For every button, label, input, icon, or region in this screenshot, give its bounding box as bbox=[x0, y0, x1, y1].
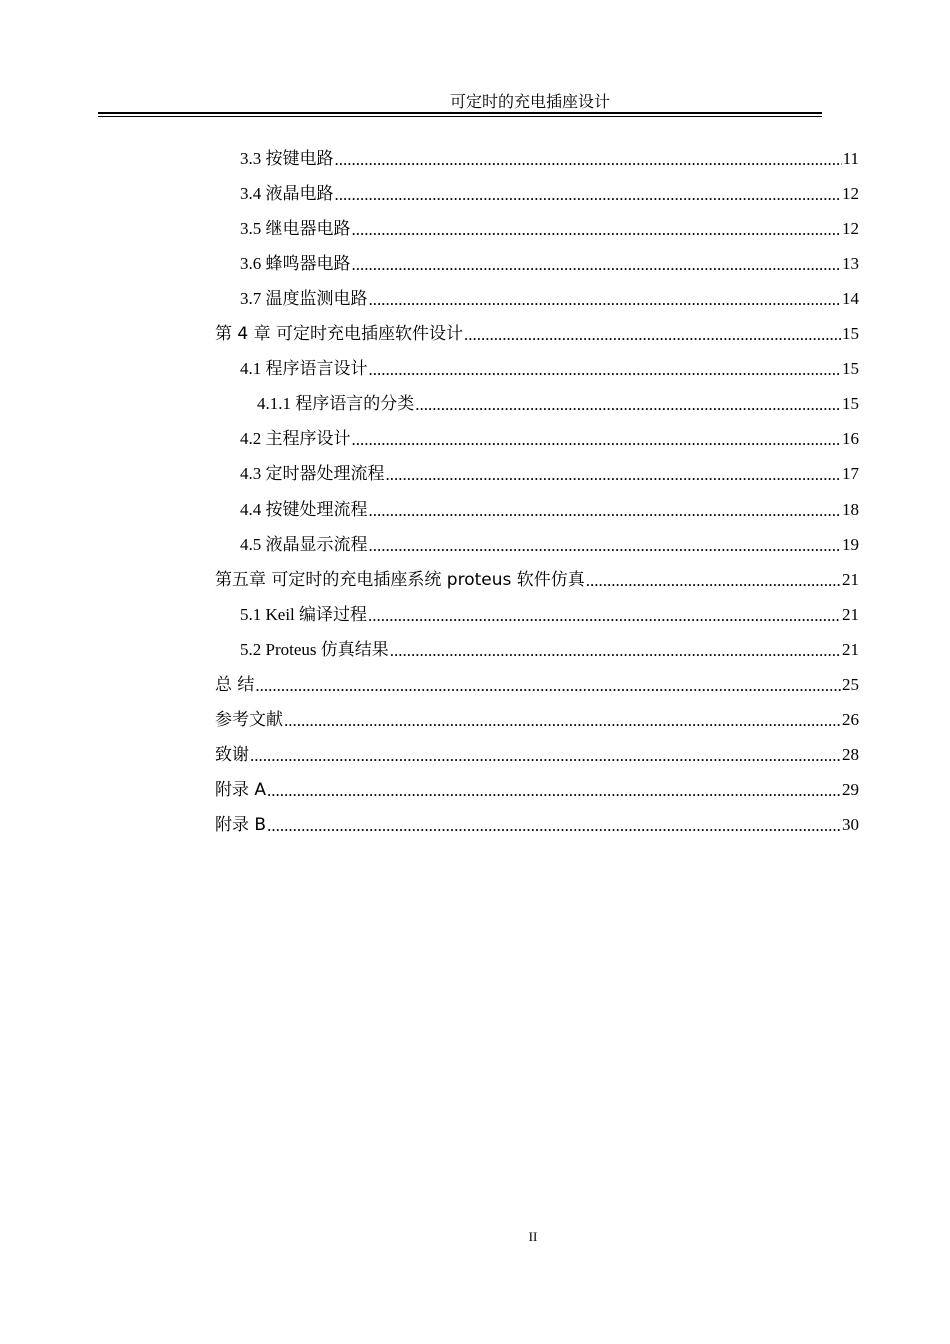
toc-entry[interactable] bbox=[240, 176, 859, 211]
toc-entry-page: 16 bbox=[842, 429, 859, 449]
toc-entry[interactable] bbox=[215, 703, 859, 738]
toc-entry-page: 21 bbox=[842, 639, 859, 659]
toc-dot-leader bbox=[352, 254, 842, 276]
toc-dot-leader bbox=[352, 429, 842, 451]
toc-dot-leader bbox=[369, 535, 842, 557]
toc-entry-page: 12 bbox=[842, 183, 859, 203]
toc-dot-leader bbox=[267, 780, 841, 802]
toc-entry-page: 21 bbox=[842, 569, 859, 589]
toc-entry[interactable] bbox=[240, 632, 859, 667]
toc-dot-leader bbox=[369, 289, 842, 311]
toc-dot-leader bbox=[390, 640, 841, 662]
toc-entry-label: 4.4 按键处理流程 bbox=[240, 499, 368, 519]
toc-entry-page: 17 bbox=[842, 464, 859, 484]
toc-entry-label: 4.2 主程序设计 bbox=[240, 429, 351, 449]
toc-entry-label: 第五章 可定时的充电插座系统 proteus 软件仿真 bbox=[215, 569, 585, 590]
toc-dot-leader bbox=[284, 710, 841, 732]
toc-entry[interactable] bbox=[215, 808, 859, 843]
toc-entry[interactable] bbox=[215, 562, 859, 597]
toc-dot-leader bbox=[386, 464, 842, 486]
toc-entry-label: 附录 B bbox=[215, 815, 267, 836]
toc-dot-leader bbox=[415, 394, 841, 416]
toc-dot-leader bbox=[267, 815, 841, 837]
toc-entry[interactable] bbox=[240, 246, 859, 281]
toc-entry-page: 26 bbox=[842, 710, 859, 730]
toc-entry-label: 致谢 bbox=[215, 745, 249, 766]
toc-entry[interactable] bbox=[215, 668, 859, 703]
toc-entry-label: 3.4 液晶电路 bbox=[240, 183, 334, 203]
toc-entry[interactable] bbox=[240, 597, 859, 632]
toc-entry[interactable] bbox=[240, 141, 859, 176]
toc-entry[interactable] bbox=[215, 773, 859, 808]
toc-dot-leader bbox=[250, 745, 841, 767]
header-rule bbox=[98, 112, 822, 114]
toc-entry-page: 13 bbox=[842, 253, 859, 273]
toc-entry[interactable] bbox=[240, 281, 859, 316]
toc-entry-label: 3.6 蜂鸣器电路 bbox=[240, 253, 351, 273]
toc-entry-label: 3.3 按键电路 bbox=[240, 148, 334, 168]
page-number: II bbox=[528, 1229, 538, 1244]
toc-entry-page: 28 bbox=[842, 745, 859, 765]
toc-entry-label: 3.7 温度监测电路 bbox=[240, 288, 368, 308]
toc-entry-page: 15 bbox=[842, 324, 859, 343]
toc-entry[interactable] bbox=[240, 492, 859, 527]
toc-entry[interactable] bbox=[257, 387, 859, 422]
toc-entry-page: 15 bbox=[842, 359, 859, 379]
toc-dot-leader bbox=[464, 324, 841, 346]
toc-entry[interactable] bbox=[215, 738, 859, 773]
toc-entry[interactable] bbox=[240, 422, 859, 457]
toc-entry-page: 30 bbox=[842, 815, 859, 835]
toc-entry-label: 4.3 定时器处理流程 bbox=[240, 464, 385, 484]
toc-entry-label: 第 4 章 可定时充电插座软件设计 bbox=[215, 324, 464, 344]
toc-entry-page: 21 bbox=[842, 604, 859, 624]
toc-dot-leader bbox=[352, 219, 842, 241]
toc-entry[interactable] bbox=[240, 211, 859, 246]
toc-entry-page: 29 bbox=[842, 780, 859, 800]
toc-dot-leader bbox=[368, 605, 841, 627]
toc-entry-page: 25 bbox=[842, 675, 859, 694]
toc-entry-page: 12 bbox=[842, 218, 859, 238]
running-header-title: 可定时的充电插座设计 bbox=[449, 92, 610, 111]
header-rule-thin bbox=[98, 116, 822, 117]
toc-entry[interactable] bbox=[240, 457, 859, 492]
toc-entry-page: 14 bbox=[842, 288, 859, 308]
toc-entry[interactable] bbox=[240, 527, 859, 562]
toc-dot-leader bbox=[255, 675, 841, 697]
toc-entry-label: 参考文献 bbox=[215, 710, 283, 731]
toc-entry-page: 11 bbox=[842, 148, 859, 168]
toc-entry-label: 5.1 Keil 编译过程 bbox=[240, 604, 368, 624]
toc-dot-leader bbox=[586, 570, 841, 592]
toc-entry-label: 附录 A bbox=[215, 780, 267, 801]
toc-entry-label: 总 结 bbox=[215, 675, 255, 695]
toc-entry-label: 4.5 液晶显示流程 bbox=[240, 534, 368, 554]
toc-entry-label: 5.2 Proteus 仿真结果 bbox=[240, 639, 389, 659]
toc-entry-label: 3.5 继电器电路 bbox=[240, 218, 351, 238]
toc-entry-label: 4.1 程序语言设计 bbox=[240, 359, 368, 379]
toc-dot-leader bbox=[369, 500, 842, 522]
toc-dot-leader bbox=[369, 359, 842, 381]
toc-entry-page: 19 bbox=[842, 534, 859, 554]
toc-entry-page: 15 bbox=[842, 394, 859, 414]
toc-entry[interactable] bbox=[215, 317, 859, 352]
toc-entry-page: 18 bbox=[842, 499, 859, 519]
toc-entry[interactable] bbox=[240, 352, 859, 387]
toc-entry-label: 4.1.1 程序语言的分类 bbox=[257, 394, 415, 414]
toc-dot-leader bbox=[335, 184, 842, 206]
toc-dot-leader bbox=[335, 149, 842, 171]
